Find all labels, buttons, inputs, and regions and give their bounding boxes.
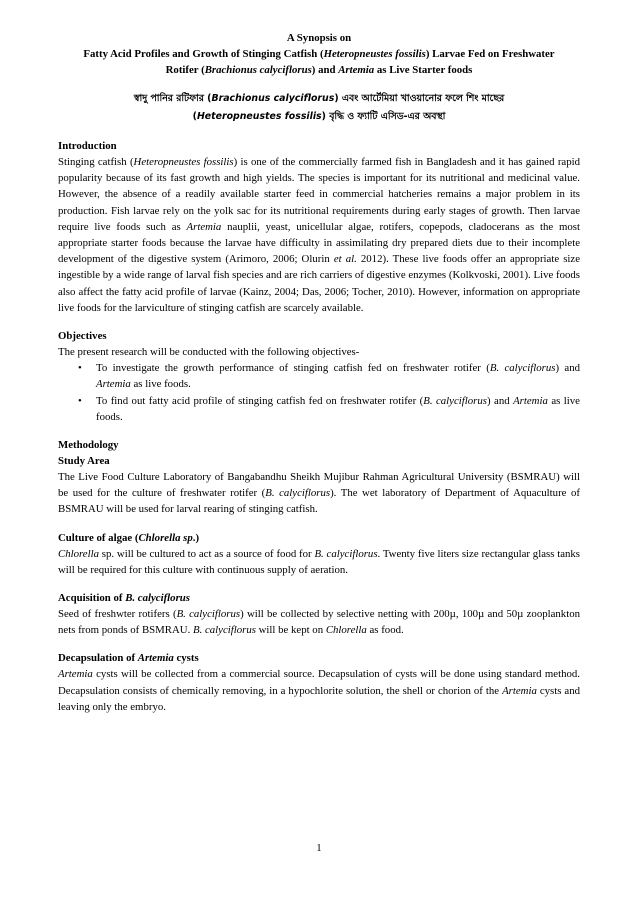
acquisition-heading-text: Acquisition of [58,592,126,605]
intro-species: Artemia [186,220,222,233]
title-species: Brachionus calyciflorus [204,64,312,76]
methodology-heading: Methodology [58,439,119,452]
objective-text: as live foods. [96,394,580,423]
title-text: as Live Starter foods [374,64,473,76]
study-area-text: The Live Food Culture Laboratory of Bangabandhu Sheikh Mujibur Rahman Agricultural University (BSMRAU) will be used for the culture of freshwater rotifer ( [58,471,580,500]
objectives-heading: Objectives [58,330,107,343]
title-text: ) Larvae Fed on Freshwater [425,48,555,60]
algae-heading-text: .) [192,531,200,544]
intro-text: 2012). These live foods offer an appropriate size ingestible by a wide range of larval fish species and are rich carriers of digestive enzymes (Kolkvoski, 2001). Live foods also affect the fatty acid profile of larvae (Kainz, 2004; Das, 2006; Tocher, 2010). However, information on appropriate live foods for the larviculture of stinging catfish are scarcely available. [58,253,581,314]
objective-text: ) and [555,362,581,375]
page-number: 1 [316,842,322,854]
objective-text: as live foods. [130,378,191,391]
study-area-species: B. calyciflorus [265,487,331,500]
objective-text: To investigate the growth performance of stinging catfish fed on freshwater rotifer ( [96,362,490,375]
decap-text: cysts and leaving only the embryo. [58,684,580,713]
acquisition-text: Seed of freshwter rotifers ( [58,608,177,621]
intro-text: Stinging catfish ( [58,156,134,168]
introduction-paragraph [58,154,580,316]
bangla-text: ) বৃদ্ধি ও ফ্যাটি এসিড-এর অবস্থা [321,111,446,122]
objective-text: ) and [486,394,514,407]
algae-text: sp. will be cultured to act as a source of food for [99,547,315,560]
bangla-title-line-1 [58,90,580,108]
document-page [58,30,580,715]
acquisition-paragraph [58,606,580,638]
acquisition-text: will be kept on [255,624,326,637]
bangla-title-line-2 [58,108,580,126]
title-text: ) and [311,64,339,76]
algae-species: B. calyciflorus [314,547,378,560]
bangla-species: Brachionus calyciflorus [211,93,335,104]
title-text: Rotifer ( [165,64,205,76]
intro-citation: et al. [333,253,357,266]
objective-item [58,393,580,425]
decap-species: Artemia [502,684,537,697]
decap-heading-species: Artemia [137,652,174,665]
bangla-text: ) এবং আর্টেমিয়া খাওয়ানোর ফলে শিং মাছের [334,93,505,104]
bullet-icon: • [78,362,82,375]
objective-species: Artemia [513,394,548,407]
bangla-text: ( [192,111,197,122]
bangla-species: Heteropneustes fossilis [196,111,322,122]
title-species: Artemia [338,64,375,76]
algae-heading-species: Chlorella sp [138,531,193,544]
introduction-heading: Introduction [58,140,117,152]
algae-paragraph [58,546,580,578]
intro-species: Heteropneustes fossilis [133,156,234,168]
objective-species: Artemia [96,378,131,391]
acquisition-species: Chlorella [325,624,367,637]
objectives-intro: The present research will be conducted with the following objectives- [58,346,360,359]
objective-species: B. calyciflorus [489,362,556,375]
decap-heading-text: cysts [173,652,199,665]
acquisition-species: B. calyciflorus [192,624,256,637]
intro-text: nauplii, yeast, unicellular algae, rotifers, copepods, cladocerans as the most appropriate starter foods because the larvae have difficulty in assimilating dry prepared diets due to their incomplete development of the digestive system (Arimoro, 2006; Olurin [58,220,580,266]
objective-species: B. calyciflorus [423,394,487,407]
document-title [58,30,580,78]
objective-text: To find out fatty acid profile of stinging catfish fed on freshwater rotifer ( [96,394,424,407]
title-line-1: A Synopsis on [286,32,352,44]
decap-heading-text: Decapsulation of [58,652,138,665]
study-area-paragraph [58,469,580,518]
objective-item [58,360,580,392]
acquisition-heading [58,590,580,606]
title-line-2 [58,46,580,62]
decap-text: cysts will be collected from a commercial source. Decapsulation of cysts will be done using standard method. Decapsulation consists of chemically removing, in a hypochlorite solution, the shell or chorion of the [58,668,580,697]
acquisition-heading-species: B. calyciflorus [125,592,190,605]
intro-text: ) is one of the commercially farmed fish in Bangladesh and it has gained rapid popularity because of its fast growth and high yields. The species is important for its nutritional and medicinal value. However, the absence of a readily available starter feed in commercial hatcheries remains a major problem in its production. Fish larvae rely on the yolk sac for its nutritional requirements during early stages of growth. Then larvae require live foods such as [58,156,581,233]
bangla-text: স্বাদু পানির রটিফার ( [133,93,212,104]
acquisition-species: B. calyciflorus [176,608,241,621]
objectives-list [58,360,580,425]
decapsulation-paragraph [58,666,580,715]
title-species: Heteropneustes fossilis [323,48,426,60]
acquisition-text: ) will be collected by selective netting with 200µ, 100µ and 50µ zooplankton nets from ponds of BSMRAU. [58,608,580,637]
algae-heading [58,530,580,546]
algae-text: . Twenty five liters size rectangular glass tanks will be required for this culture with continuous supply of aeration. [58,547,580,576]
title-text: Fatty Acid Profiles and Growth of Stinging Catfish ( [83,48,324,60]
decap-species: Artemia [58,668,93,681]
study-area-heading: Study Area [58,455,110,468]
study-area-text: ). The wet laboratory of Department of Aquaculture of BSMRAU will be used for larval rearing of stinging catfish. [58,487,581,516]
bullet-icon: • [78,394,82,407]
algae-species: Chlorella [58,547,99,560]
title-line-3 [58,62,580,78]
algae-heading-text: Culture of algae ( [58,531,139,544]
decapsulation-heading [58,650,580,666]
acquisition-text: as food. [366,624,404,637]
